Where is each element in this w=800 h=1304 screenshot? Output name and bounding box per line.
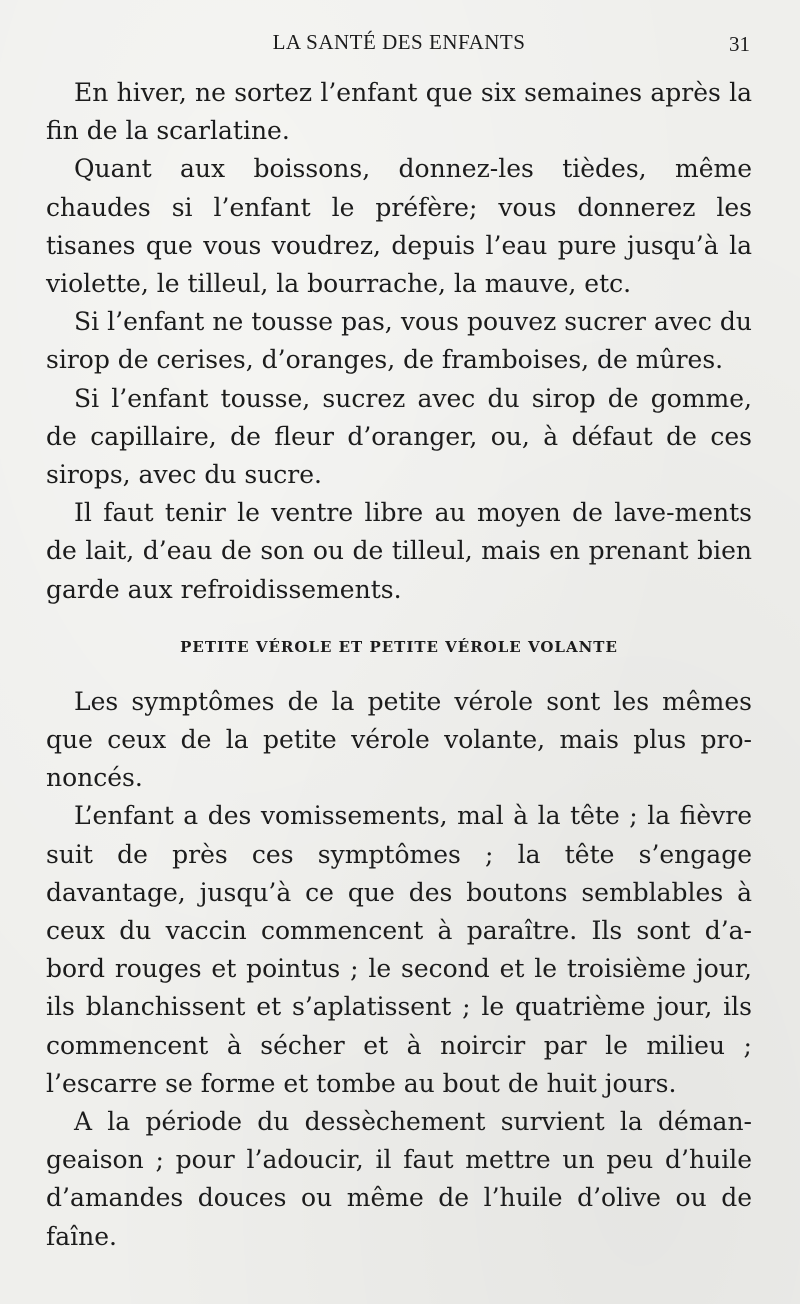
- paragraph: Si l’enfant ne tousse pas, vous pouvez sucrer avec du sirop de cerises, d’oranges, de framboises, de mûres.: [46, 307, 752, 375]
- page-number: 31: [729, 32, 750, 56]
- page-body: [46, 74, 752, 1256]
- paragraph: Il faut tenir le ventre libre au moyen de lave-ments de lait, d’eau de son ou de tilleul, mais en prenant bien garde aux refroidissements.: [46, 498, 752, 604]
- running-title: LA SANTÉ DES ENFANTS: [272, 30, 526, 54]
- paragraph: L’enfant a des vomissements, mal à la tête ; la fièvre suit de près ces symptômes ; la tête s’engage davantage, jusqu’à ce que des boutons semblables à ceux du vaccin commencent à paraître. Ils sont d’a-bord rouges et pointus ; le second et le troisième jour, ils blanchissent et s’aplatissent ; le quatrième jour, ils commencent à sécher et à noircir par le milieu ; l’escarre se forme et tombe au bout de huit jours.: [46, 801, 752, 1098]
- paragraph: Si l’enfant tousse, sucrez avec du sirop de gomme, de capillaire, de fleur d’oranger, ou, à défaut de ces sirops, avec du sucre.: [46, 383, 752, 490]
- paragraph: A la période du dessèchement survient la déman-geaison ; pour l’adoucir, il faut mettre un peu d’huile d’amandes douces ou même de l’huile d’olive ou de faîne.: [46, 1107, 752, 1251]
- paragraph: En hiver, ne sortez l’enfant que six semaines après la fin de la scarlatine.: [46, 78, 752, 146]
- section-heading: PETITE VÉROLE ET PETITE VÉROLE VOLANTE: [180, 637, 618, 656]
- paragraph: Les symptômes de la petite vérole sont les mêmes que ceux de la petite vérole volante, mais plus pro-noncés.: [46, 686, 752, 793]
- paragraph: Quant aux boissons, donnez-les tièdes, même chaudes si l’enfant le préfère; vous donnerez les tisanes que vous voudrez, depuis l’eau pure jusqu’à la violette, le tilleul, la bourrache, la mauve, etc.: [46, 154, 752, 299]
- page-header: [46, 30, 752, 64]
